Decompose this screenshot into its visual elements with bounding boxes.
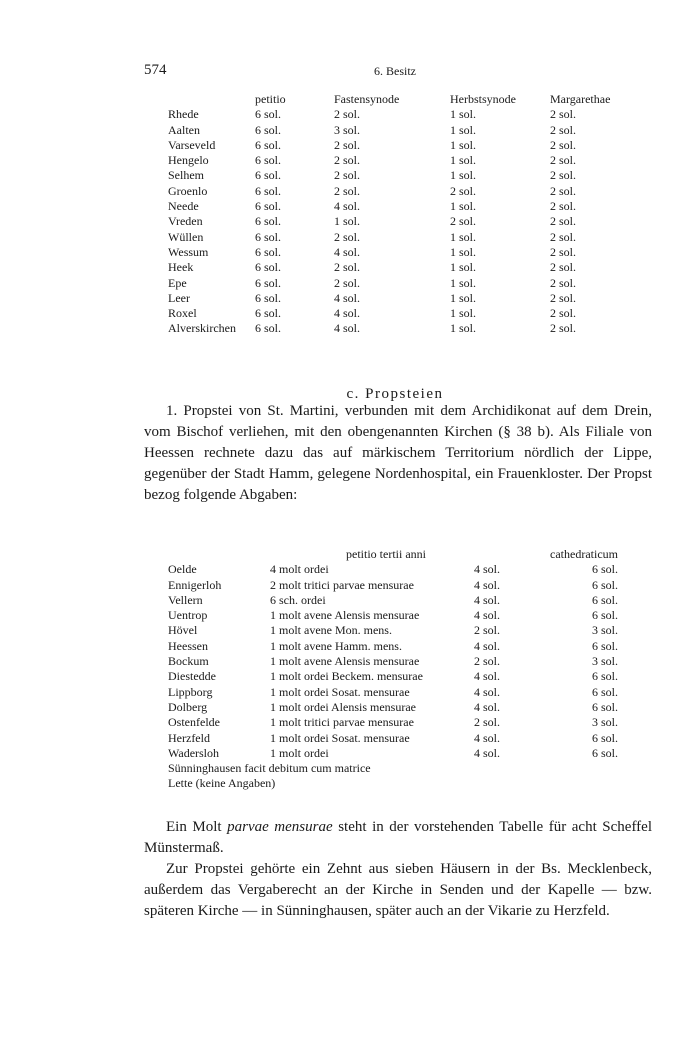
table-cell: 1 molt avene Alensis mensurae xyxy=(270,608,420,623)
paragraph-molt-after: steht in der vorstehenden Tabelle für acht Scheffel Münstermaß. xyxy=(144,819,652,856)
place-name: Wüllen xyxy=(168,229,204,244)
table-cell: 4 sol. xyxy=(474,608,501,623)
table-cell: 1 molt ordei Sosat. mensurae xyxy=(270,730,410,745)
table-cell: 3 sol. xyxy=(591,715,618,730)
table-cell: 1 sol. xyxy=(450,168,477,183)
table-cell: 6 sol. xyxy=(255,214,282,229)
table-cell: 6 sol. xyxy=(591,577,618,592)
table-cell: 4 sol. xyxy=(334,321,361,336)
table-note-text: Lette (keine Angaben) xyxy=(168,776,276,791)
section-heading: c. Propsteien xyxy=(346,386,444,402)
table-cell: 4 sol. xyxy=(474,562,501,577)
place-name: Aalten xyxy=(168,122,200,137)
table-cell: 1 sol. xyxy=(450,306,477,321)
table-cell: 1 sol. xyxy=(450,107,477,122)
table-cell: 6 sol. xyxy=(591,669,618,684)
table-cell: 1 molt tritici parvae mensurae xyxy=(270,715,414,730)
table-note-text: Sünninghausen facit debitum cum matrice xyxy=(168,761,371,776)
table-cell: 2 sol. xyxy=(550,168,577,183)
place-name: Vreden xyxy=(168,214,203,229)
table-cell: 1 sol. xyxy=(450,260,477,275)
place-name: Uentrop xyxy=(168,608,208,623)
place-name: Hövel xyxy=(168,623,198,638)
table-cell: 1 sol. xyxy=(450,199,477,214)
place-name: Ostenfelde xyxy=(168,715,220,730)
paragraph-molt-before: Ein Molt xyxy=(166,819,228,835)
table-cell: 2 sol. xyxy=(550,290,577,305)
table-cell: 1 sol. xyxy=(450,153,477,168)
table-cell: 2 sol. xyxy=(334,183,361,198)
table-cell: 4 sol. xyxy=(334,244,361,259)
table-cell: 2 sol. xyxy=(334,229,361,244)
place-name: Selhem xyxy=(168,168,204,183)
table-cell: 4 sol. xyxy=(474,638,501,653)
place-name: Alverskirchen xyxy=(168,321,236,336)
table-cell: 6 sol. xyxy=(255,290,282,305)
table-cell: 2 sol. xyxy=(474,623,501,638)
table-cell: 3 sol. xyxy=(591,654,618,669)
table-cell: 6 sol. xyxy=(255,107,282,122)
place-name: Rhede xyxy=(168,107,199,122)
table-cell: 2 sol. xyxy=(550,199,577,214)
column-header: Herbstsynode xyxy=(450,92,516,106)
page-number: 574 xyxy=(144,62,167,78)
table-cell: 2 sol. xyxy=(550,244,577,259)
table-cell: 4 sol. xyxy=(474,669,501,684)
table-cell: 6 sol. xyxy=(591,699,618,714)
table-cell: 1 sol. xyxy=(450,229,477,244)
table-cell: 6 sol. xyxy=(255,199,282,214)
running-head-text: 6. Besitz xyxy=(374,64,416,78)
table-cell: 4 sol. xyxy=(474,684,501,699)
table-cell: 2 sol. xyxy=(334,153,361,168)
table-cell: 2 sol. xyxy=(334,107,361,122)
place-name: Varseveld xyxy=(168,137,216,152)
table-cell: 1 molt ordei xyxy=(270,745,329,760)
table-cell: 2 sol. xyxy=(550,321,577,336)
table-cell: 4 sol. xyxy=(334,199,361,214)
table-cell: 2 sol. xyxy=(450,214,477,229)
table-cell: 1 sol. xyxy=(450,290,477,305)
table-cell: 1 molt avene Hamm. mens. xyxy=(270,638,402,653)
place-name: Vellern xyxy=(168,592,203,607)
table-cell: 2 sol. xyxy=(550,214,577,229)
place-name: Epe xyxy=(168,275,187,290)
table-cell: 4 sol. xyxy=(474,577,501,592)
table-cell: 2 sol. xyxy=(550,260,577,275)
place-name: Oelde xyxy=(168,562,197,577)
table-cell: 6 sol. xyxy=(255,306,282,321)
place-name: Roxel xyxy=(168,306,197,321)
table-cell: 6 sol. xyxy=(591,730,618,745)
table-cell: 1 molt avene Alensis mensurae xyxy=(270,654,420,669)
table-cell: 6 sol. xyxy=(591,684,618,699)
table-cell: 1 sol. xyxy=(334,214,361,229)
table-cell: 6 sol. xyxy=(591,745,618,760)
table-cell: 1 molt ordei Beckem. mensurae xyxy=(270,669,423,684)
column-header: Fastensynode xyxy=(334,92,400,106)
place-name: Neede xyxy=(168,199,199,214)
place-name: Wadersloh xyxy=(168,745,220,760)
table-cell: 3 sol. xyxy=(334,122,361,137)
table-cell: 2 sol. xyxy=(474,715,501,730)
table-cell: 1 molt avene Mon. mens. xyxy=(270,623,392,638)
place-name: Lippborg xyxy=(168,684,213,699)
paragraph-propstei-text: 1. Propstei von St. Martini, verbunden mit dem Archidikonat auf dem Drein, vom Bischof verliehen, mit den obengenannten Kirchen (§ 38 b). Als Filiale von Heessen rechnete dazu das auf märkischem Territorium nördlich der Lippe, gegenüber der Stadt Hamm, gelegene Nordenhospital, ein Frauenkloster. Der Propst bezog folgende Abgaben: xyxy=(144,403,652,503)
column-header: petitio xyxy=(255,92,286,106)
table-cell: 6 sol. xyxy=(255,321,282,336)
table-cell: 6 sol. xyxy=(255,183,282,198)
table-cell: 6 sol. xyxy=(255,122,282,137)
paragraph-molt-emphasis: parvae mensurae xyxy=(227,819,333,835)
table-cell: 6 sol. xyxy=(591,562,618,577)
table-cell: 6 sol. xyxy=(255,244,282,259)
place-name: Diestedde xyxy=(168,669,216,684)
paragraph-zehnt xyxy=(144,859,652,922)
place-name: Ennigerloh xyxy=(168,577,222,592)
paragraph-zehnt-text: Zur Propstei gehörte ein Zehnt aus sieben Häusern in der Bs. Mecklenbeck, außerdem das Vergaberecht an der Kirche in Senden und der Kapelle — bzw. späteren Kirche — in Sünninghausen, später auch an der Vikarie zu Herzfeld. xyxy=(144,861,652,919)
table-cell: 2 sol. xyxy=(550,183,577,198)
place-name: Bockum xyxy=(168,654,209,669)
table-cell: 4 sol. xyxy=(334,290,361,305)
table-cell: 1 sol. xyxy=(450,321,477,336)
table-cell: 2 sol. xyxy=(550,275,577,290)
table-cell: 1 sol. xyxy=(450,137,477,152)
table-cell: 4 sol. xyxy=(474,730,501,745)
paragraph-molt xyxy=(144,817,652,859)
table-cell: 2 sol. xyxy=(550,107,577,122)
table-cell: 2 sol. xyxy=(334,168,361,183)
table-cell: 6 sol. xyxy=(255,137,282,152)
place-name: Leer xyxy=(168,290,190,305)
table-cell: 4 sol. xyxy=(334,306,361,321)
table-cell: 6 sol. xyxy=(591,608,618,623)
place-name: Herzfeld xyxy=(168,730,210,745)
place-name: Heek xyxy=(168,260,194,275)
table-cell: 2 sol. xyxy=(550,306,577,321)
table-cell: 6 sol. xyxy=(255,229,282,244)
table-cell: 6 sol. xyxy=(591,638,618,653)
table-cell: 2 sol. xyxy=(474,654,501,669)
column-header-petitio: petitio tertii anni xyxy=(346,547,426,561)
table-cell: 2 sol. xyxy=(334,260,361,275)
table-cell: 1 sol. xyxy=(450,275,477,290)
place-name: Heessen xyxy=(168,638,208,653)
table-cell: 6 sol. xyxy=(255,275,282,290)
table-cell: 2 sol. xyxy=(334,137,361,152)
running-head xyxy=(0,64,700,79)
table-cell: 2 sol. xyxy=(550,153,577,168)
table-cell: 6 sol. xyxy=(255,153,282,168)
table-cell: 6 sch. ordei xyxy=(270,592,326,607)
table-cell: 1 sol. xyxy=(450,244,477,259)
column-header-cathedraticum: cathedraticum xyxy=(550,547,618,561)
place-name: Hengelo xyxy=(168,153,209,168)
place-name: Groenlo xyxy=(168,183,208,198)
table-cell: 2 sol. xyxy=(550,122,577,137)
table-cell: 2 sol. xyxy=(334,275,361,290)
table-cell: 6 sol. xyxy=(255,168,282,183)
table-cell: 2 sol. xyxy=(450,183,477,198)
table-cell: 3 sol. xyxy=(591,623,618,638)
table-cell: 4 sol. xyxy=(474,592,501,607)
table-cell: 1 molt ordei Sosat. mensurae xyxy=(270,684,410,699)
table-cell: 2 sol. xyxy=(550,137,577,152)
table-cell: 1 molt ordei Alensis mensurae xyxy=(270,699,416,714)
table-cell: 1 sol. xyxy=(450,122,477,137)
table-cell: 4 sol. xyxy=(474,745,501,760)
place-name: Wessum xyxy=(168,244,209,259)
table-cell: 2 sol. xyxy=(550,229,577,244)
table-cell: 6 sol. xyxy=(591,592,618,607)
table-cell: 4 molt ordei xyxy=(270,562,329,577)
column-header: Margarethae xyxy=(550,92,611,106)
place-name: Dolberg xyxy=(168,699,208,714)
table-cell: 6 sol. xyxy=(255,260,282,275)
paragraph-propstei xyxy=(144,401,652,506)
table-cell: 4 sol. xyxy=(474,699,501,714)
table-cell: 2 molt tritici parvae mensurae xyxy=(270,577,414,592)
